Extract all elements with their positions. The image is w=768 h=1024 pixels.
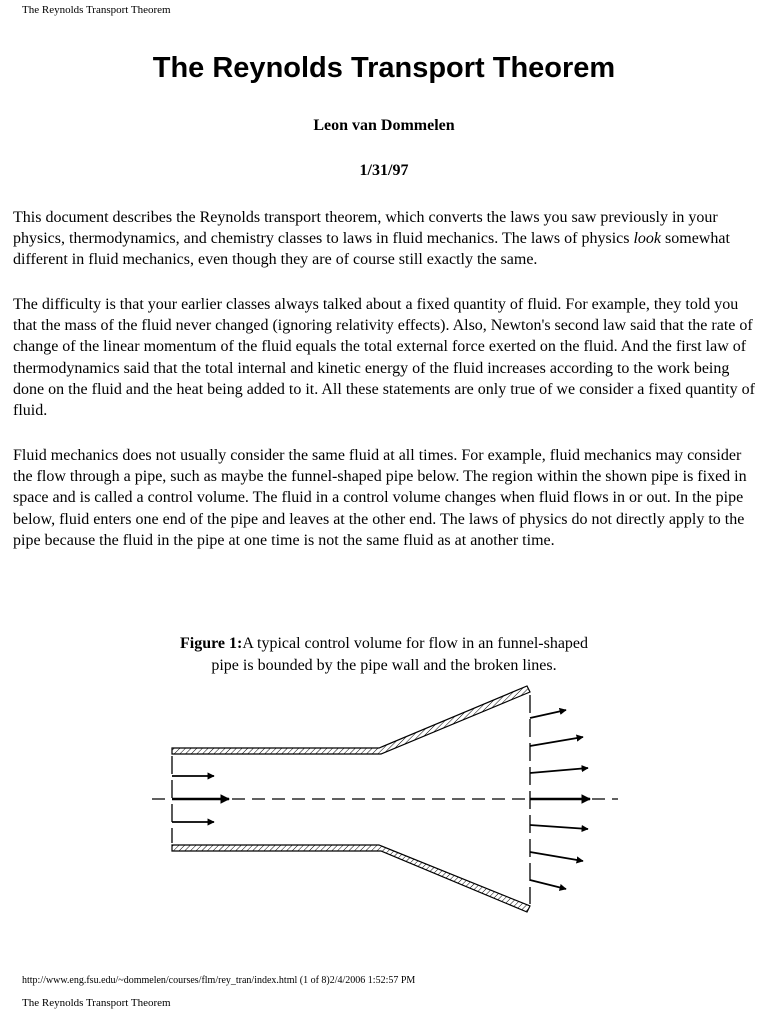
inlet-velocity-arrows (172, 776, 229, 822)
paragraph-difficulty: The difficulty is that your earlier classes always talked about a fixed quantity of fluid. For example, they told you that the mass of the fluid never changed (ignoring relativity effects). Also, Newton's second law said that the rate of change of the linear momentum of the fluid equals the total external force exerted on the fluid. And the first law of thermodynamics said that the total internal and kinetic energy of the fluid increases according to the work being done on the fluid and the heat being added to it. All these statements are only true of we consider a fixed quantity of fluid. (13, 296, 756, 420)
footer-source-url: http://www.eng.fsu.edu/~dommelen/courses/flm/rey_tran/index.html (1 of 8)2/4/2006 1:52:57 PM (22, 975, 416, 986)
paragraph-intro-italic: look (633, 230, 662, 248)
pipe-wall-top (172, 686, 530, 754)
document-date: 1/31/97 (359, 162, 409, 179)
figure-caption-line2: pipe is bounded by the pipe wall and the broken lines. (211, 657, 557, 674)
figure-caption-line1: A typical control volume for flow in an funnel-shaped (242, 635, 589, 652)
paragraph-intro-text-b: somewhat different in fluid mechanics, even though they are of course still exactly the same. (13, 230, 730, 269)
paragraph-intro (13, 207, 755, 271)
page-title: The Reynolds Transport Theorem (152, 52, 616, 84)
pipe-wall-bottom (172, 845, 530, 912)
control-volume-diagram (145, 682, 625, 917)
footer-running-header: The Reynolds Transport Theorem (22, 997, 171, 1009)
outlet-velocity-arrows (530, 710, 590, 889)
author-name: Leon van Dommelen (313, 117, 455, 134)
figure-caption (0, 633, 768, 677)
paragraph-intro-text-a: This document describes the Reynolds transport theorem, which converts the laws you saw previously in your physics, thermodynamics, and chemistry classes to laws in fluid mechanics. The laws of physics (13, 209, 718, 248)
paragraph-fluid-mechanics: Fluid mechanics does not usually consider the same fluid at all times. For example, fluid mechanics may consider the flow through a pipe, such as maybe the funnel-shaped pipe below. The region within the shown pipe is fixed in space and is called a control volume. The fluid in a control volume changes when fluid flows in or out. In the pipe below, fluid enters one end of the pipe and leaves at the other end. The laws of physics do not directly apply to the pipe because the fluid in the pipe at one time is not the same fluid as at another time. (13, 447, 747, 549)
running-header: The Reynolds Transport Theorem (22, 4, 171, 16)
figure-label: Figure 1: (179, 635, 243, 652)
